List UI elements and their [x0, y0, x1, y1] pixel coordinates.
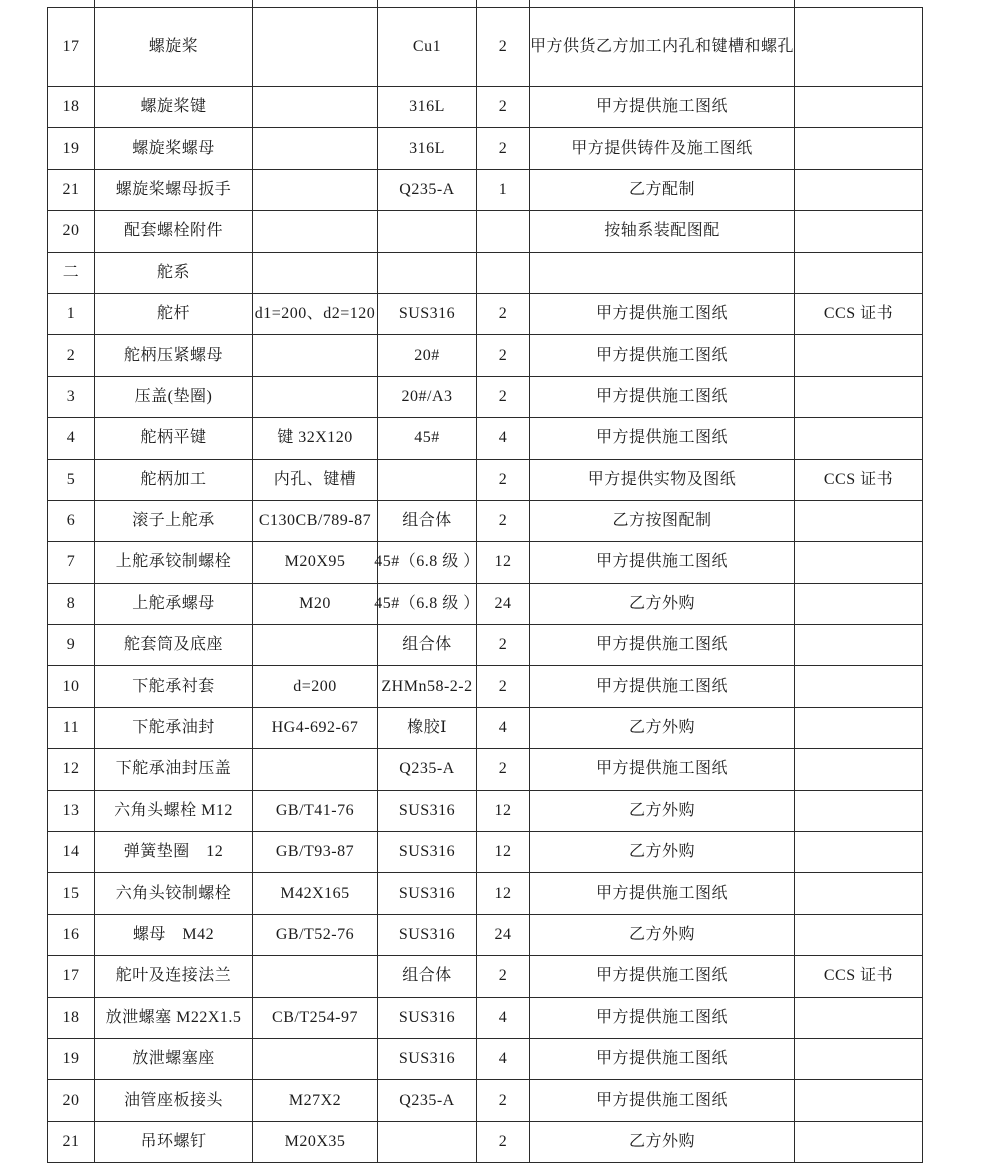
cell-item-number: 9	[47, 625, 95, 666]
cell-part-name: 放泄螺塞 M22X1.5	[95, 998, 253, 1039]
cell-part-name: 配套螺栓附件	[95, 211, 253, 252]
cell-part-name: 放泄螺塞座	[95, 1039, 253, 1080]
cell-material: ZHMn58-2-2	[378, 666, 477, 707]
cell-item-number: 15	[47, 873, 95, 914]
cell-part-name: 压盖(垫圈)	[95, 377, 253, 418]
cell-item-number: 17	[47, 956, 95, 997]
cell-quantity: 2	[477, 749, 530, 790]
cell-specification	[253, 8, 378, 87]
cell-remark: 甲方提供实物及图纸	[530, 460, 795, 501]
cell-material	[378, 0, 477, 8]
cell-specification: C130CB/789-87	[253, 501, 378, 542]
cell-item-number: 12	[47, 749, 95, 790]
cell-remark: 甲方提供施工图纸	[530, 873, 795, 914]
cell-specification: M27X2	[253, 1080, 378, 1121]
cell-part-name: 舵柄平键	[95, 418, 253, 459]
cell-remark: 按轴系装配图配	[530, 211, 795, 252]
cell-item-number: 21	[47, 1122, 95, 1163]
cell-material: 45#（6.8 级 ）	[378, 542, 477, 583]
cell-part-name: 舵系	[95, 253, 253, 294]
cell-specification	[253, 1039, 378, 1080]
cell-material: 20#/A3	[378, 377, 477, 418]
cell-quantity: 12	[477, 791, 530, 832]
cell-remark: 甲方提供施工图纸	[530, 956, 795, 997]
cell-certificate	[795, 87, 923, 128]
cell-specification: CB/T254-97	[253, 998, 378, 1039]
cell-item-number	[47, 0, 95, 8]
cell-material: SUS316	[378, 294, 477, 335]
cell-quantity: 24	[477, 584, 530, 625]
cell-remark: 甲方提供施工图纸	[530, 87, 795, 128]
cell-part-name: 螺旋桨螺母扳手	[95, 170, 253, 211]
cell-certificate	[795, 335, 923, 376]
cell-certificate	[795, 542, 923, 583]
cell-item-number: 4	[47, 418, 95, 459]
cell-remark: 甲方提供施工图纸	[530, 294, 795, 335]
cell-item-number: 20	[47, 211, 95, 252]
cell-part-name: 螺母 M42	[95, 915, 253, 956]
cell-part-name: 下舵承油封	[95, 708, 253, 749]
cell-certificate	[795, 418, 923, 459]
cell-part-name: 螺旋桨螺母	[95, 128, 253, 169]
cell-item-number: 7	[47, 542, 95, 583]
cell-specification: 内孔、键槽	[253, 460, 378, 501]
cell-part-name: 六角头铰制螺栓	[95, 873, 253, 914]
cell-certificate	[795, 708, 923, 749]
cell-remark: 甲方提供施工图纸	[530, 335, 795, 376]
cell-remark: 乙方外购	[530, 791, 795, 832]
cell-item-number: 3	[47, 377, 95, 418]
cell-specification	[253, 377, 378, 418]
cell-material: SUS316	[378, 832, 477, 873]
cell-specification	[253, 211, 378, 252]
cell-material: Cu1	[378, 8, 477, 87]
cell-item-number: 18	[47, 87, 95, 128]
cell-part-name: 下舵承油封压盖	[95, 749, 253, 790]
cell-certificate: CCS 证书	[795, 956, 923, 997]
cell-certificate	[795, 501, 923, 542]
cell-remark: 甲方提供施工图纸	[530, 377, 795, 418]
cell-part-name: 螺旋桨键	[95, 87, 253, 128]
cell-item-number: 13	[47, 791, 95, 832]
cell-remark: 甲方提供施工图纸	[530, 666, 795, 707]
cell-quantity: 4	[477, 708, 530, 749]
cell-material	[378, 1122, 477, 1163]
cell-part-name: 下舵承衬套	[95, 666, 253, 707]
cell-certificate	[795, 998, 923, 1039]
cell-certificate	[795, 1039, 923, 1080]
cell-remark: 甲方提供施工图纸	[530, 625, 795, 666]
cell-specification	[253, 749, 378, 790]
cell-item-number: 8	[47, 584, 95, 625]
cell-material: 组合体	[378, 625, 477, 666]
cell-remark: 乙方外购	[530, 584, 795, 625]
cell-specification: GB/T41-76	[253, 791, 378, 832]
cell-remark: 甲方提供施工图纸	[530, 749, 795, 790]
cell-part-name: 上舵承铰制螺栓	[95, 542, 253, 583]
cell-material: 橡胶Ⅰ	[378, 708, 477, 749]
cell-quantity: 2	[477, 666, 530, 707]
cell-material: SUS316	[378, 915, 477, 956]
cell-certificate	[795, 377, 923, 418]
cell-specification	[253, 335, 378, 376]
cell-remark: 甲方提供施工图纸	[530, 542, 795, 583]
cell-material: Q235-A	[378, 170, 477, 211]
cell-remark: 乙方外购	[530, 832, 795, 873]
cell-certificate	[795, 584, 923, 625]
cell-specification	[253, 956, 378, 997]
cell-material: SUS316	[378, 998, 477, 1039]
cell-material: SUS316	[378, 1039, 477, 1080]
cell-certificate	[795, 625, 923, 666]
cell-material: 316L	[378, 128, 477, 169]
cell-quantity: 2	[477, 377, 530, 418]
cell-quantity: 24	[477, 915, 530, 956]
cell-remark: 乙方外购	[530, 1122, 795, 1163]
cell-material	[378, 211, 477, 252]
cell-part-name: 滚子上舵承	[95, 501, 253, 542]
cell-item-number: 18	[47, 998, 95, 1039]
cell-quantity: 2	[477, 87, 530, 128]
cell-material	[378, 460, 477, 501]
cell-remark	[530, 0, 795, 8]
cell-part-name: 舵套筒及底座	[95, 625, 253, 666]
cell-specification	[253, 128, 378, 169]
cell-item-number: 21	[47, 170, 95, 211]
cell-item-number: 6	[47, 501, 95, 542]
cell-specification: HG4-692-67	[253, 708, 378, 749]
cell-part-name: 舵叶及连接法兰	[95, 956, 253, 997]
cell-material: 316L	[378, 87, 477, 128]
cell-specification	[253, 87, 378, 128]
cell-remark: 甲方提供铸件及施工图纸	[530, 128, 795, 169]
cell-certificate	[795, 666, 923, 707]
cell-part-name: 弹簧垫圈 12	[95, 832, 253, 873]
cell-item-number: 11	[47, 708, 95, 749]
cell-certificate	[795, 170, 923, 211]
cell-part-name: 油管座板接头	[95, 1080, 253, 1121]
cell-part-name: 螺旋桨	[95, 8, 253, 87]
cell-material: 45#（6.8 级 ）	[378, 584, 477, 625]
cell-specification: M20X95	[253, 542, 378, 583]
cell-item-number: 二	[47, 253, 95, 294]
cell-material: SUS316	[378, 873, 477, 914]
cell-certificate: CCS 证书	[795, 460, 923, 501]
cell-certificate	[795, 832, 923, 873]
cell-certificate: CCS 证书	[795, 294, 923, 335]
cell-specification	[253, 0, 378, 8]
cell-remark: 甲方提供施工图纸	[530, 1039, 795, 1080]
cell-quantity: 2	[477, 294, 530, 335]
cell-quantity: 1	[477, 170, 530, 211]
cell-certificate	[795, 791, 923, 832]
cell-quantity: 4	[477, 998, 530, 1039]
cell-item-number: 19	[47, 1039, 95, 1080]
cell-material: Q235-A	[378, 749, 477, 790]
cell-quantity: 2	[477, 1122, 530, 1163]
cell-material	[378, 253, 477, 294]
cell-certificate	[795, 253, 923, 294]
cell-certificate	[795, 749, 923, 790]
cell-quantity: 2	[477, 625, 530, 666]
cell-quantity: 2	[477, 460, 530, 501]
cell-quantity: 12	[477, 832, 530, 873]
cell-specification	[253, 170, 378, 211]
cell-part-name: 舵杆	[95, 294, 253, 335]
cell-remark: 甲方提供施工图纸	[530, 1080, 795, 1121]
cell-certificate	[795, 1080, 923, 1121]
cell-part-name: 吊环螺钉	[95, 1122, 253, 1163]
cell-item-number: 20	[47, 1080, 95, 1121]
cell-item-number: 14	[47, 832, 95, 873]
cell-certificate	[795, 128, 923, 169]
cell-part-name	[95, 0, 253, 8]
cell-quantity: 2	[477, 8, 530, 87]
cell-certificate	[795, 1122, 923, 1163]
cell-quantity: 2	[477, 128, 530, 169]
cell-quantity: 12	[477, 542, 530, 583]
cell-certificate	[795, 915, 923, 956]
cell-item-number: 2	[47, 335, 95, 376]
cell-remark	[530, 253, 795, 294]
cell-item-number: 16	[47, 915, 95, 956]
cell-specification	[253, 625, 378, 666]
cell-certificate	[795, 0, 923, 8]
cell-specification: M20X35	[253, 1122, 378, 1163]
cell-specification: GB/T52-76	[253, 915, 378, 956]
cell-specification: d=200	[253, 666, 378, 707]
cell-quantity: 2	[477, 501, 530, 542]
cell-item-number: 1	[47, 294, 95, 335]
parts-list-table	[47, 0, 923, 1163]
cell-remark: 甲方提供施工图纸	[530, 998, 795, 1039]
cell-material: 20#	[378, 335, 477, 376]
cell-specification: GB/T93-87	[253, 832, 378, 873]
cell-item-number: 10	[47, 666, 95, 707]
cell-remark: 甲方供货乙方加工内孔和键槽和螺孔	[530, 8, 795, 87]
cell-certificate	[795, 211, 923, 252]
cell-part-name: 舵柄压紧螺母	[95, 335, 253, 376]
cell-certificate	[795, 8, 923, 87]
cell-material: 组合体	[378, 956, 477, 997]
cell-specification: M20	[253, 584, 378, 625]
cell-certificate	[795, 873, 923, 914]
cell-part-name: 六角头螺栓 M12	[95, 791, 253, 832]
cell-quantity: 2	[477, 956, 530, 997]
cell-specification: M42X165	[253, 873, 378, 914]
cell-quantity: 2	[477, 1080, 530, 1121]
cell-part-name: 舵柄加工	[95, 460, 253, 501]
cell-material: SUS316	[378, 791, 477, 832]
cell-quantity: 2	[477, 335, 530, 376]
cell-item-number: 19	[47, 128, 95, 169]
cell-remark: 乙方外购	[530, 708, 795, 749]
cell-quantity	[477, 211, 530, 252]
cell-specification	[253, 253, 378, 294]
cell-quantity: 4	[477, 1039, 530, 1080]
cell-quantity	[477, 0, 530, 8]
cell-specification: 键 32X120	[253, 418, 378, 459]
cell-quantity	[477, 253, 530, 294]
cell-item-number: 5	[47, 460, 95, 501]
cell-part-name: 上舵承螺母	[95, 584, 253, 625]
cell-material: 45#	[378, 418, 477, 459]
cell-material: 组合体	[378, 501, 477, 542]
cell-remark: 乙方配制	[530, 170, 795, 211]
cell-remark: 甲方提供施工图纸	[530, 418, 795, 459]
cell-remark: 乙方外购	[530, 915, 795, 956]
cell-remark: 乙方按图配制	[530, 501, 795, 542]
cell-quantity: 12	[477, 873, 530, 914]
cell-specification: d1=200、d2=120	[253, 294, 378, 335]
cell-quantity: 4	[477, 418, 530, 459]
cell-material: Q235-A	[378, 1080, 477, 1121]
cell-item-number: 17	[47, 8, 95, 87]
